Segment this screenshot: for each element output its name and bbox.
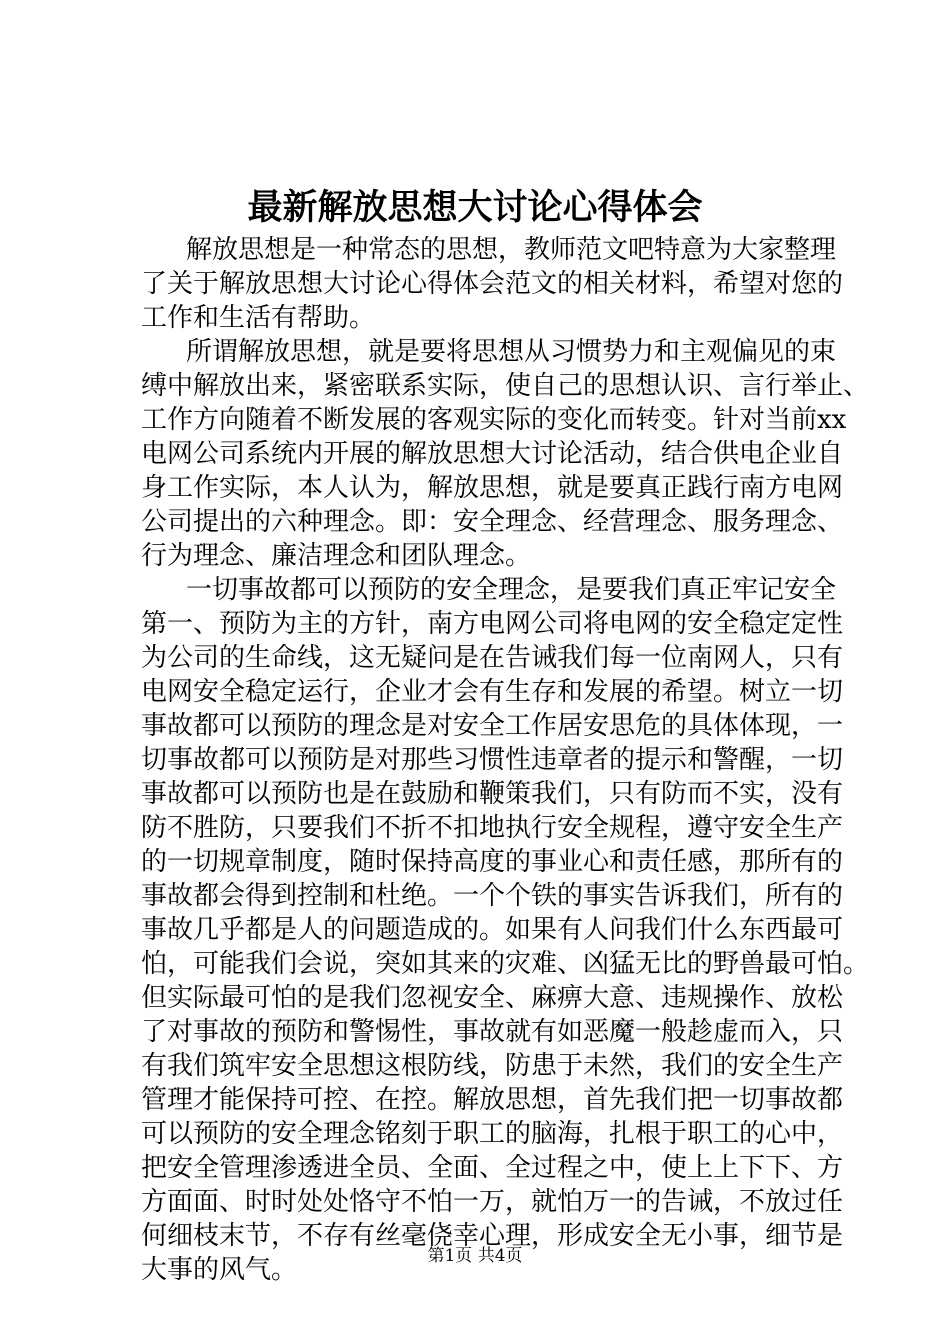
- paragraph-line: 解放思想是一种常态的思想，教师范文吧特意为大家整理: [186, 235, 837, 265]
- paragraph-line: 方面面、时时处处恪守不怕一万，就怕万一的告诫，不放过任: [141, 1187, 844, 1217]
- paragraph-line: 把安全管理渗透进全员、全面、全过程之中，使上上下下、方: [141, 1153, 844, 1183]
- paragraph-line: 切事故都可以预防是对那些习惯性违章者的提示和警醒，一切: [141, 745, 844, 775]
- document-body: [141, 233, 870, 1287]
- paragraph-line: 事故几乎都是人的问题造成的。如果有人问我们什么东西最可: [141, 915, 844, 945]
- paragraph-line: 工作和生活有帮助。: [141, 303, 376, 333]
- paragraph-line: 电网公司系统内开展的解放思想大讨论活动，结合供电企业自: [141, 439, 844, 469]
- paragraph-line: 的一切规章制度，随时保持高度的事业心和责任感，那所有的: [141, 847, 844, 877]
- paragraph-line: 可以预防的安全理念铭刻于职工的脑海，扎根于职工的心中，: [141, 1119, 844, 1149]
- paragraph-line: 了关于解放思想大讨论心得体会范文的相关材料，希望对您的: [141, 269, 844, 299]
- paragraph-line: 防不胜防，只要我们不折不扣地执行安全规程，遵守安全生产: [141, 813, 844, 843]
- page-number: 第1页 共4页: [427, 1246, 523, 1266]
- paragraph-line: 第一、预防为主的方针，南方电网公司将电网的安全稳定定性: [141, 609, 844, 639]
- paragraph-line: 公司提出的六种理念。即：安全理念、经营理念、服务理念、: [141, 507, 844, 537]
- paragraph-line: 但实际最可怕的是我们忽视安全、麻痹大意、违规操作、放松: [141, 983, 844, 1013]
- paragraph-line: 有我们筑牢安全思想这根防线，防患于未然，我们的安全生产: [141, 1051, 844, 1081]
- paragraph-line: 缚中解放出来，紧密联系实际，使自己的思想认识、言行举止、: [141, 371, 870, 401]
- paragraph-line: 一切事故都可以预防的安全理念，是要我们真正牢记安全: [186, 575, 837, 605]
- paragraph-line: 行为理念、廉洁理念和团队理念。: [141, 541, 532, 571]
- paragraph-line: 怕，可能我们会说，突如其来的灾难、凶猛无比的野兽最可怕。: [141, 949, 870, 979]
- paragraph-line: 为公司的生命线，这无疑问是在告诫我们每一位南网人，只有: [141, 643, 844, 673]
- paragraph-line: 所谓解放思想，就是要将思想从习惯势力和主观偏见的束: [186, 337, 837, 367]
- paragraph-line: 何细枝末节，不存有丝毫侥幸心理，形成安全无小事，细节是: [141, 1221, 844, 1251]
- paragraph-line: 工作方向随着不断发展的客观实际的变化而转变。针对当前xx: [141, 405, 847, 435]
- paragraph-line: 大事的风气。: [141, 1255, 298, 1285]
- paragraph-line: 电网安全稳定运行，企业才会有生存和发展的希望。树立一切: [141, 677, 844, 707]
- paragraph-line: 事故都会得到控制和杜绝。一个个铁的事实告诉我们，所有的: [141, 881, 844, 911]
- paragraph-line: 身工作实际，本人认为，解放思想，就是要真正践行南方电网: [141, 473, 844, 503]
- paragraph-line: 事故都可以预防也是在鼓励和鞭策我们，只有防而不实，没有: [141, 779, 844, 809]
- paragraph-line: 事故都可以预防的理念是对安全工作居安思危的具体体现，一: [141, 711, 844, 741]
- paragraph-line: 管理才能保持可控、在控。解放思想，首先我们把一切事故都: [141, 1085, 844, 1115]
- paragraph-line: 了对事故的预防和警惕性，事故就有如恶魔一般趁虚而入，只: [141, 1017, 844, 1047]
- document-title: 最新解放思想大讨论心得体会: [247, 187, 703, 228]
